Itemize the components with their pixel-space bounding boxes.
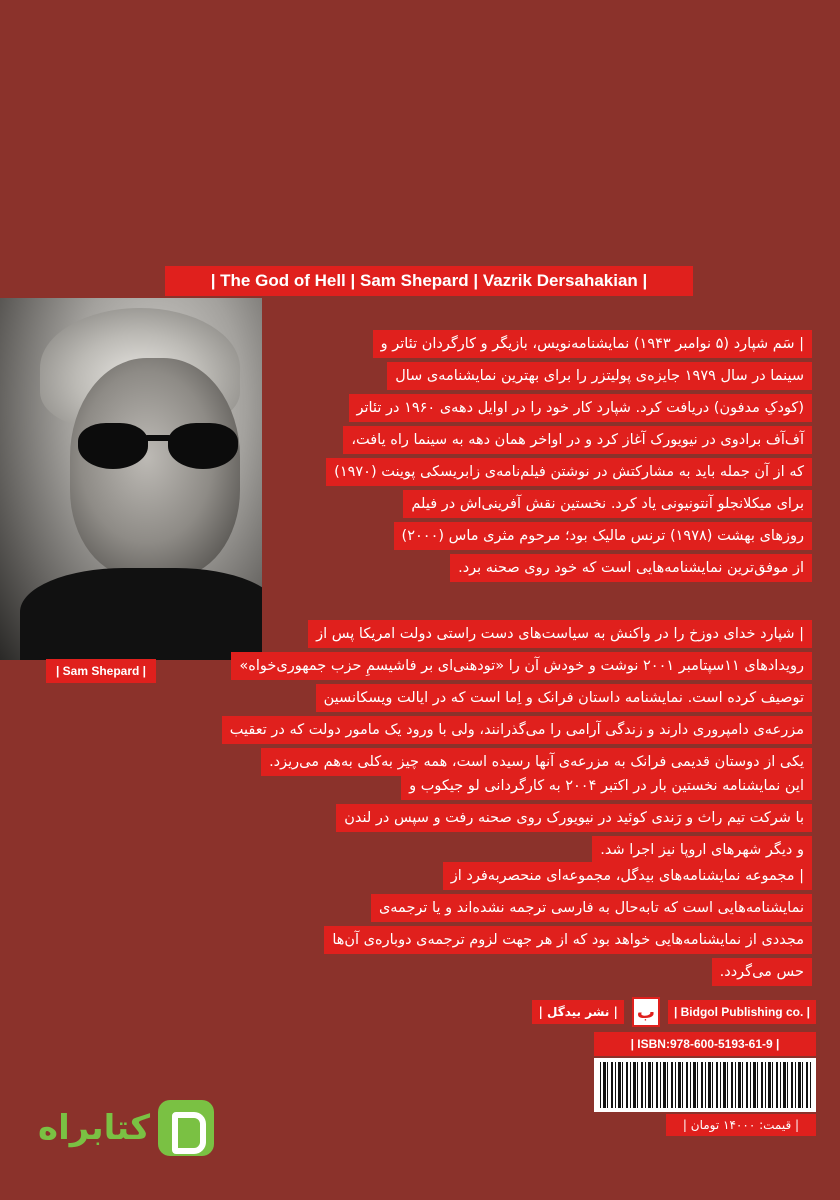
photo-caption: | Sam Shepard | (46, 659, 156, 683)
text-line: | مجموعه نمایشنامه‌های بیدگل، مجموعه‌ای منحصربه‌فرد از (443, 862, 812, 890)
text-line: و دیگر شهرهای اروپا نیز اجرا شد. (592, 836, 812, 864)
publisher-name-en: | Bidgol Publishing co. | (668, 1000, 816, 1024)
publisher-name-fa: | نشر بیدگل | (532, 1000, 624, 1024)
text-line: که از آن جمله باید به مشارکتش در نوشتن فیلم‌نامه‌ی زابریسکی پوینت (۱۹۷۰) (326, 458, 812, 486)
text-line: رویدادهای ۱۱سپتامبر ۲۰۰۱ نوشت و خودش آن را «تودهنی‌ای بر فاشیسمِ حزب جمهوری‌خواه» (231, 652, 812, 680)
text-line: آف‌آف برادوی در نیویورک آغاز کرد و در اواخر همان دهه به سینما راه یافت، (343, 426, 812, 454)
text-line: این نمایشنامه نخستین بار در اکتبر ۲۰۰۴ به کارگردانی لو جیکوب و (401, 772, 812, 800)
text-line: توصیف کرده است. نمایشنامه داستان فرانک و اِما است که در ایالت ویسکانسین (316, 684, 812, 712)
text-line: حس می‌گردد. (712, 958, 812, 986)
publisher-logo-icon: ب (632, 997, 660, 1027)
isbn-label: | ISBN:978-600-5193-61-9 | (594, 1032, 816, 1056)
text-line: از موفق‌ترین نمایشنامه‌هایی است که خود روی صحنه برد. (450, 554, 812, 582)
price-label: | قیمت: ۱۴۰۰۰ تومان | (666, 1114, 816, 1136)
text-line: روزهای بهشت (۱۹۷۸) ترنس مالیک بود؛ مرحوم مثری ماس (۲۰۰۰) (394, 522, 812, 550)
text-line: نمایشنامه‌هایی است که تابه‌حال به فارسی ترجمه نشده‌اند و یا ترجمه‌ی (371, 894, 812, 922)
text-line: | سَم شپارد (۵ نوامبر ۱۹۴۳) نمایشنامه‌نویس، بازیگر و کارگردان تئاتر و (373, 330, 812, 358)
series-paragraph (300, 862, 812, 990)
barcode (594, 1058, 816, 1112)
ketabrah-watermark (38, 1098, 214, 1158)
text-line: (کودکِ مدفون) دریافت کرد. شپارد کار خود را در اوایل دهه‌ی ۱۹۶۰ در تئاتر (349, 394, 812, 422)
premiere-paragraph (300, 772, 812, 868)
ketabrah-logo-icon (158, 1100, 214, 1156)
watermark-text: کتابراه (38, 1108, 151, 1148)
plot-paragraph (150, 620, 812, 780)
title-banner: | The God of Hell | Sam Shepard | Vazrik Dersahakian | (165, 266, 693, 296)
text-line: مجددی از نمایشنامه‌هایی خواهد بود که از هر جهت لزوم ترجمه‌ی دوباره‌ی آن‌ها (324, 926, 812, 954)
text-line: برای میکلانجلو آنتونیونی یاد کرد. نخستین نقش آفرینی‌اش در فیلم (403, 490, 812, 518)
author-bio-paragraph (262, 330, 812, 586)
sunglasses-icon (78, 423, 248, 471)
text-line: یکی از دوستان قدیمی فرانک به مزرعه‌ی آنها رسیده است، همه چیز به‌کلی به‌هم می‌ریزد. (261, 748, 812, 776)
text-line: با شرکت تیم راث و رَندی کوئید در نیویورک روی صحنه رفت و سپس در لندن (336, 804, 812, 832)
text-line: مزرعه‌ی دامپروری دارند و زندگی آرامی را می‌گذرانند، ولی با ورود یک مامور دولت که در تعقیب (222, 716, 812, 744)
author-photo (0, 298, 262, 660)
publisher-row (500, 997, 816, 1027)
text-line: سینما در سال ۱۹۷۹ جایزه‌ی پولیتزر را برای بهترین نمایشنامه‌ی سال (387, 362, 812, 390)
text-line: | شپارد خدای دوزخ را در واکنش به سیاست‌های دست راستی دولت امریکا پس از (308, 620, 812, 648)
